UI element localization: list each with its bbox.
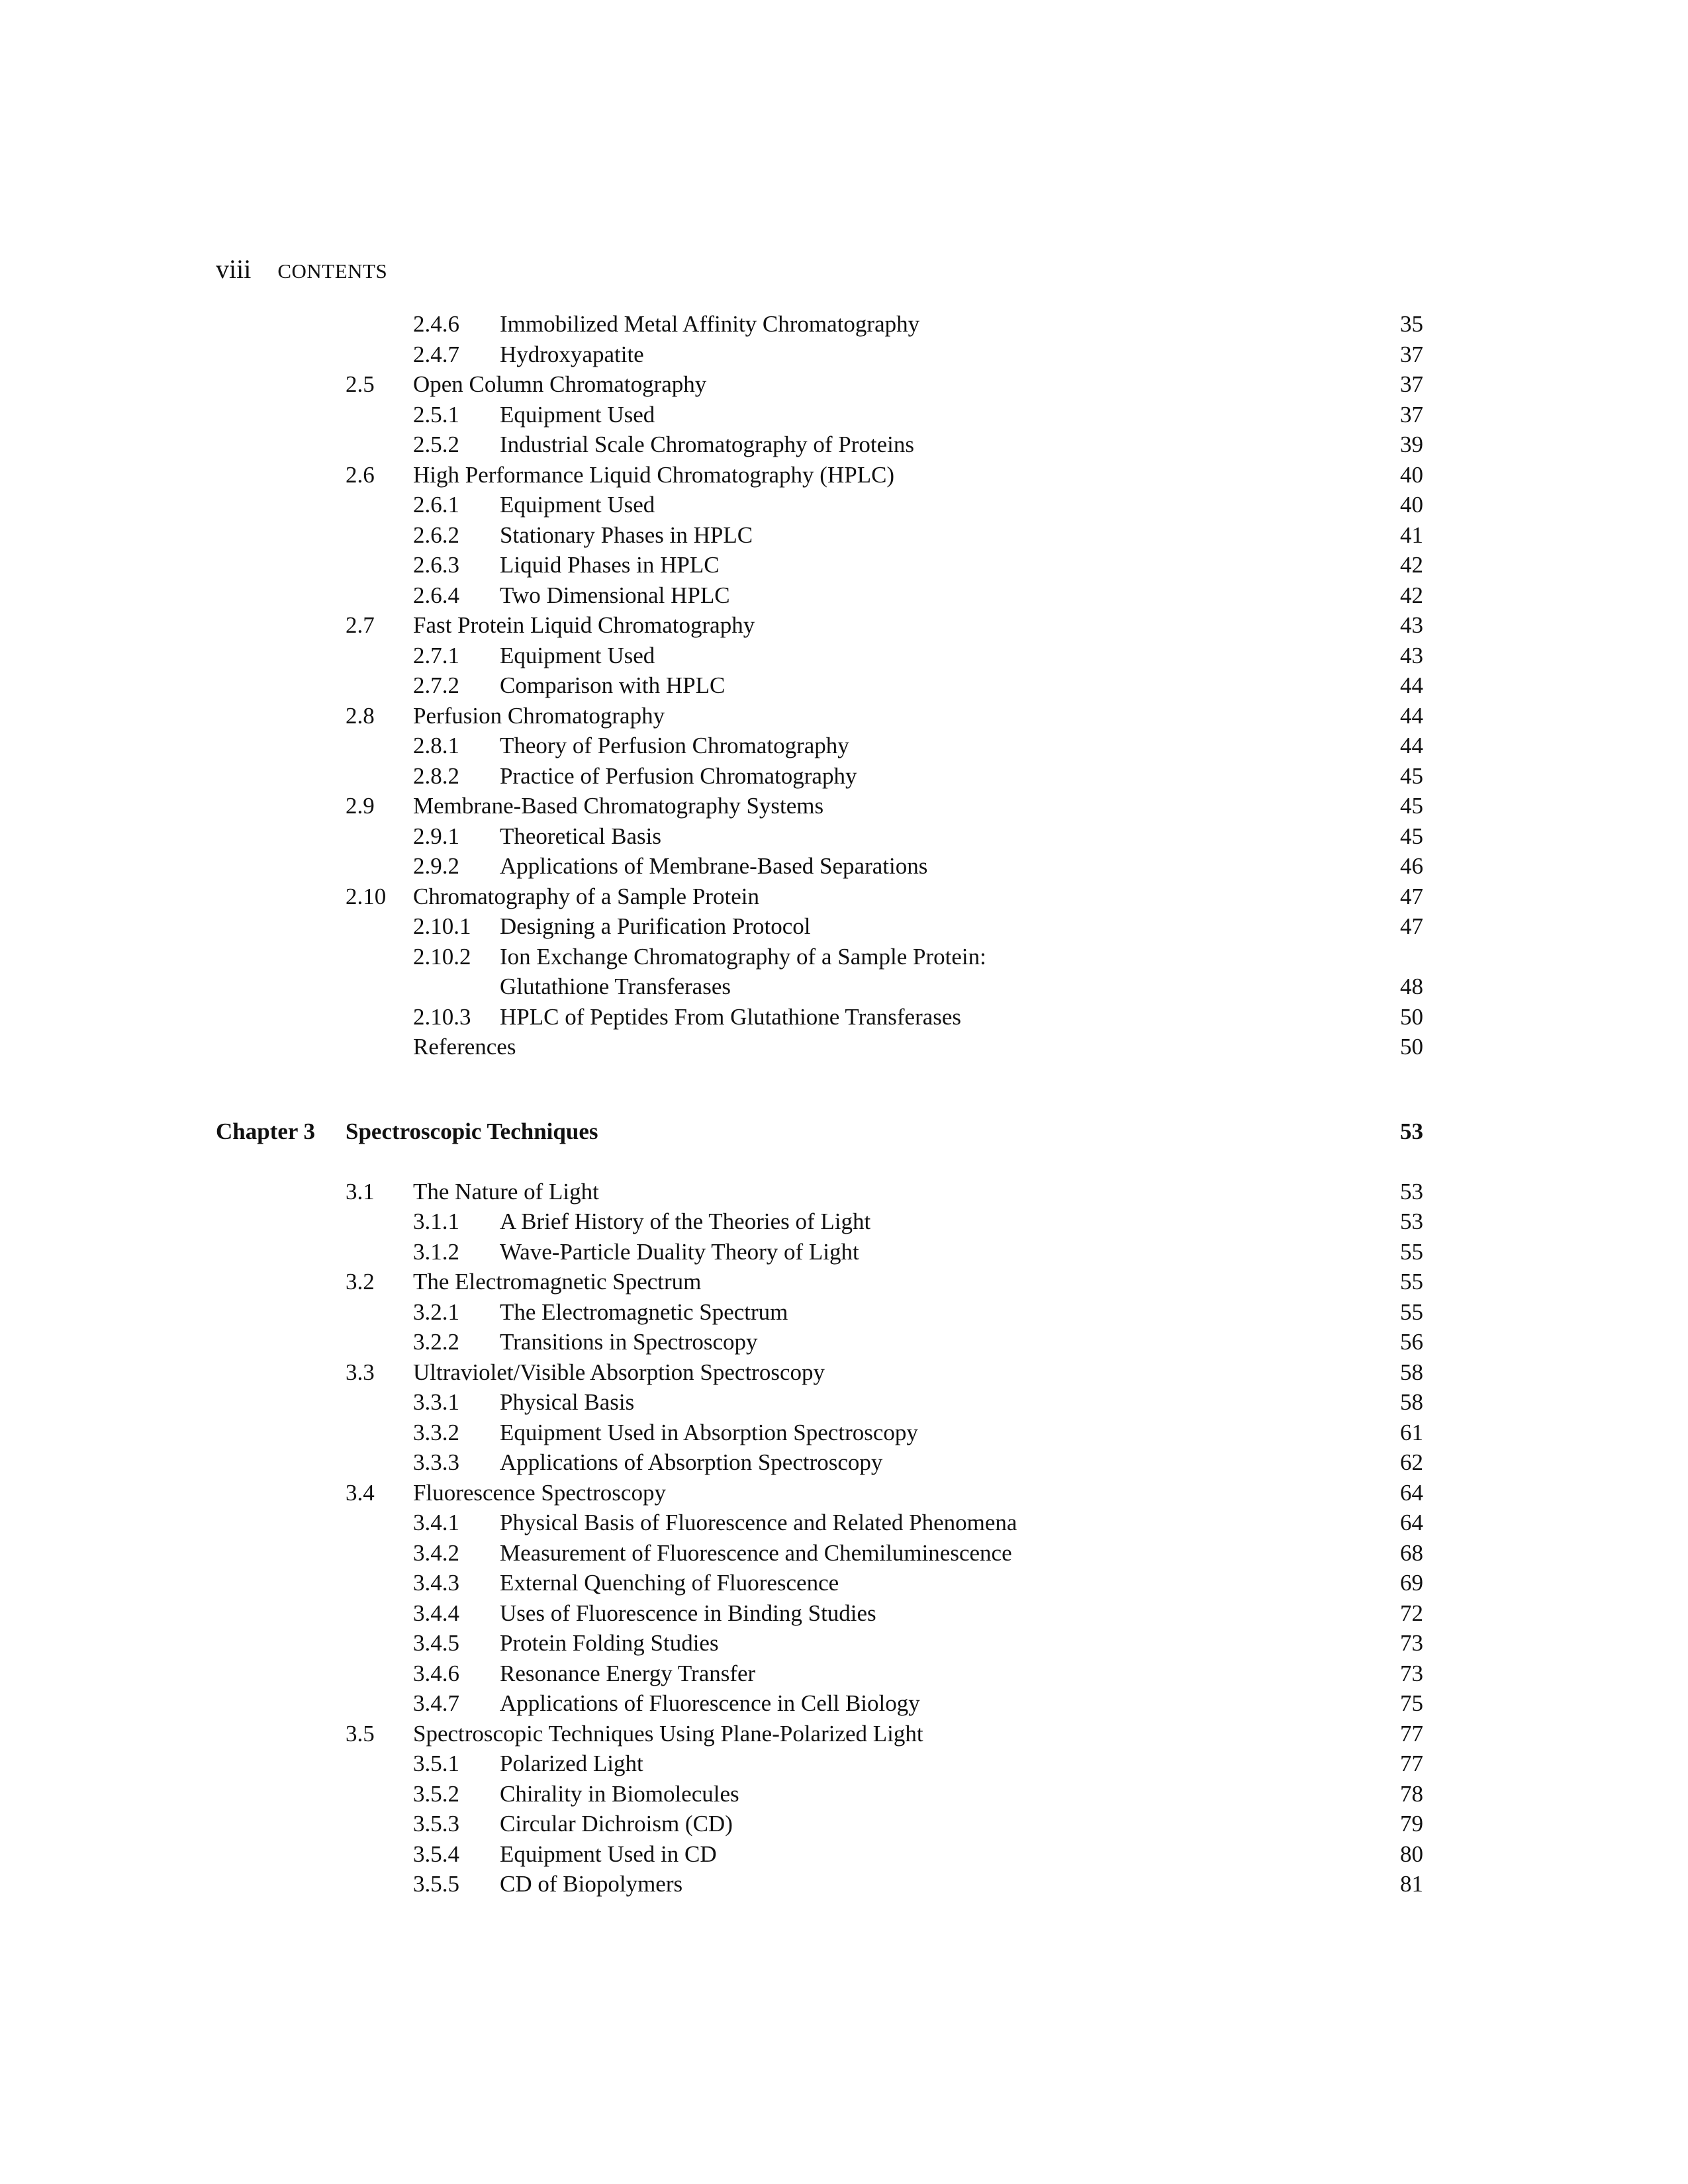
toc-entry-number: 2.10 bbox=[346, 883, 387, 909]
toc-entry[interactable] bbox=[0, 1779, 1688, 1809]
toc-entry-title: Comparison with HPLC bbox=[500, 672, 726, 698]
toc-entry-number: 2.5.2 bbox=[413, 432, 459, 457]
toc-entry[interactable] bbox=[0, 761, 1688, 792]
toc-entry-page-number: 53 bbox=[1400, 1208, 1423, 1234]
toc-entry[interactable] bbox=[0, 851, 1688, 882]
toc-entry[interactable] bbox=[0, 369, 1688, 400]
toc-entry-title: HPLC of Peptides From Glutathione Transferases bbox=[500, 1003, 962, 1030]
chapter-gap bbox=[0, 1146, 1688, 1177]
toc-entry[interactable] bbox=[0, 791, 1688, 821]
toc-entry[interactable] bbox=[0, 670, 1688, 701]
toc-entry-number: 3.1 bbox=[346, 1178, 375, 1205]
toc-entry[interactable] bbox=[0, 1357, 1688, 1388]
toc-entry[interactable] bbox=[0, 1327, 1688, 1357]
toc-entry-title: Transitions in Spectroscopy bbox=[500, 1329, 758, 1355]
toc-entry-number: 2.9.1 bbox=[413, 823, 459, 849]
toc-chapter-entry[interactable] bbox=[0, 1116, 1688, 1147]
toc-entry-page-number: 80 bbox=[1400, 1841, 1423, 1867]
toc-entry-number: 2.9 bbox=[346, 793, 375, 819]
running-title: CONTENTS bbox=[277, 259, 388, 283]
toc-entry[interactable] bbox=[0, 610, 1688, 641]
toc-entry[interactable] bbox=[0, 550, 1688, 580]
toc-entry-page-number: 64 bbox=[1400, 1510, 1423, 1535]
toc-entry[interactable] bbox=[0, 1839, 1688, 1870]
toc-entry-title: Applications of Absorption Spectroscopy bbox=[500, 1449, 883, 1475]
toc-entry-page-number: 43 bbox=[1400, 642, 1423, 668]
toc-entry-title: Uses of Fluorescence in Binding Studies bbox=[500, 1600, 876, 1626]
toc-entry-title: Industrial Scale Chromatography of Proteins bbox=[500, 432, 914, 457]
toc-entry-page-number: 44 bbox=[1400, 672, 1423, 698]
toc-entry-title: Ion Exchange Chromatography of a Sample Protein: bbox=[500, 943, 986, 970]
toc-entry-title: Practice of Perfusion Chromatography bbox=[500, 762, 857, 789]
toc-entry-number: 3.2.2 bbox=[413, 1329, 459, 1355]
toc-entry-page-number: 77 bbox=[1400, 1751, 1423, 1776]
toc-entry-number: 2.10.2 bbox=[413, 943, 471, 970]
toc-entry-page-number: 35 bbox=[1400, 311, 1423, 337]
chapter-label: Chapter 3 bbox=[216, 1118, 316, 1144]
toc-entry-title: Applications of Fluorescence in Cell Biology bbox=[500, 1690, 920, 1716]
toc-entry-page-number: 64 bbox=[1400, 1479, 1423, 1506]
toc-entry-number: 2.8.2 bbox=[413, 762, 459, 789]
toc-entry-title: Spectroscopic Techniques Using Plane-Polarized Light bbox=[413, 1720, 923, 1747]
toc-entry-page-number: 47 bbox=[1400, 913, 1423, 939]
toc-entry[interactable] bbox=[0, 1688, 1688, 1719]
toc-entry-page-number: 55 bbox=[1400, 1298, 1423, 1325]
toc-entry-number: 3.3.3 bbox=[413, 1449, 459, 1475]
toc-entry-title: External Quenching of Fluorescence bbox=[500, 1570, 839, 1596]
toc-entry[interactable] bbox=[0, 821, 1688, 852]
toc-entry-title: References bbox=[413, 1034, 516, 1060]
toc-entry-number: 2.6 bbox=[346, 461, 375, 488]
toc-entry-title: Physical Basis of Fluorescence and Related Phenomena bbox=[500, 1510, 1017, 1535]
toc-entry-title: The Electromagnetic Spectrum bbox=[413, 1269, 702, 1295]
toc-entry-number: 3.3.1 bbox=[413, 1389, 459, 1415]
toc-entry[interactable] bbox=[0, 1659, 1688, 1689]
toc-entry-title: Equipment Used bbox=[500, 492, 655, 518]
toc-entry[interactable] bbox=[0, 1478, 1688, 1508]
toc-entry-title: Resonance Energy Transfer bbox=[500, 1660, 756, 1686]
toc-entry-title: Designing a Purification Protocol bbox=[500, 913, 811, 939]
toc-entry[interactable] bbox=[0, 882, 1688, 912]
toc-entry-page-number: 73 bbox=[1400, 1660, 1423, 1686]
toc-entry-number: 2.7 bbox=[346, 612, 375, 638]
toc-entry-number: 2.6.2 bbox=[413, 522, 459, 548]
toc-entry[interactable] bbox=[0, 520, 1688, 551]
toc-entry-title: Stationary Phases in HPLC bbox=[500, 522, 753, 548]
toc-entry-title: Hydroxyapatite bbox=[500, 341, 644, 367]
toc-entry-number: 3.5.3 bbox=[413, 1811, 459, 1837]
toc-entry-page-number: 53 bbox=[1400, 1178, 1423, 1205]
toc-entry-page-number: 37 bbox=[1400, 401, 1423, 428]
toc-entry-page-number: 58 bbox=[1400, 1389, 1423, 1415]
toc-entry[interactable] bbox=[0, 1447, 1688, 1478]
page-header bbox=[216, 253, 387, 288]
toc-entry-number: 2.7.2 bbox=[413, 672, 459, 698]
toc-entry[interactable] bbox=[0, 1508, 1688, 1538]
toc-entry[interactable] bbox=[0, 430, 1688, 460]
toc-entry-number: 2.5 bbox=[346, 371, 375, 397]
toc-entry-title: Glutathione Transferases bbox=[500, 974, 731, 999]
toc-entry-page-number: 58 bbox=[1400, 1359, 1423, 1385]
toc-entry[interactable] bbox=[0, 1032, 1688, 1062]
toc-entry-title: Polarized Light bbox=[500, 1751, 643, 1776]
toc-entry-number: 2.10.3 bbox=[413, 1003, 471, 1030]
toc-entry-page-number: 40 bbox=[1400, 461, 1423, 488]
toc-entry-number: 2.4.6 bbox=[413, 311, 459, 337]
toc-entry[interactable] bbox=[0, 1809, 1688, 1839]
toc-entry-title: Two Dimensional HPLC bbox=[500, 582, 730, 608]
toc-entry-page-number: 48 bbox=[1400, 974, 1423, 999]
toc-entry-title: Equipment Used in CD bbox=[500, 1841, 717, 1867]
toc-entry[interactable] bbox=[0, 580, 1688, 611]
toc-entry-title: Membrane-Based Chromatography Systems bbox=[413, 793, 824, 819]
toc-entry-page-number: 50 bbox=[1400, 1003, 1423, 1030]
toc-entry-number: 3.5.5 bbox=[413, 1871, 459, 1897]
toc-entry-title: Chromatography of a Sample Protein bbox=[413, 883, 759, 909]
toc-entry-title: Wave-Particle Duality Theory of Light bbox=[500, 1238, 859, 1265]
toc-entry-page-number: 81 bbox=[1400, 1871, 1423, 1897]
toc-entry-title: Ultraviolet/Visible Absorption Spectroscopy bbox=[413, 1359, 825, 1385]
toc-entry-title: Fast Protein Liquid Chromatography bbox=[413, 612, 755, 638]
toc-entry-page-number: 73 bbox=[1400, 1630, 1423, 1656]
toc-entry-title: The Electromagnetic Spectrum bbox=[500, 1298, 788, 1325]
toc-entry-title: Equipment Used in Absorption Spectroscopy bbox=[500, 1419, 918, 1445]
toc-entry-page-number: 77 bbox=[1400, 1720, 1423, 1747]
toc-entry-page-number: 61 bbox=[1400, 1419, 1423, 1445]
toc-entry-number: 3.5.1 bbox=[413, 1751, 459, 1776]
toc-entry[interactable] bbox=[0, 1267, 1688, 1297]
toc-entry-title: Protein Folding Studies bbox=[500, 1630, 719, 1656]
toc-entry-number: 3.1.1 bbox=[413, 1208, 459, 1234]
toc-entry-title: The Nature of Light bbox=[413, 1178, 599, 1205]
toc-entry-number: 3.2 bbox=[346, 1269, 375, 1295]
chapter-title: Spectroscopic Techniques bbox=[346, 1118, 598, 1144]
toc-entry[interactable] bbox=[0, 340, 1688, 370]
toc-entry[interactable] bbox=[0, 1387, 1688, 1418]
toc-entry-number: 2.5.1 bbox=[413, 401, 459, 428]
toc-entry[interactable] bbox=[0, 1237, 1688, 1267]
toc-entry[interactable] bbox=[0, 1418, 1688, 1448]
toc-entry[interactable] bbox=[0, 1002, 1688, 1032]
toc-entry[interactable] bbox=[0, 460, 1688, 490]
toc-entry[interactable] bbox=[0, 1869, 1688, 1899]
toc-entry-number: 3.4.7 bbox=[413, 1690, 459, 1716]
toc-entry-title: Perfusion Chromatography bbox=[413, 702, 665, 729]
toc-entry-page-number: 45 bbox=[1400, 823, 1423, 849]
toc-entry[interactable] bbox=[0, 701, 1688, 731]
toc-entry[interactable] bbox=[0, 400, 1688, 430]
toc-entry-title: Equipment Used bbox=[500, 642, 655, 668]
toc-entry-number: 3.4.5 bbox=[413, 1630, 459, 1656]
toc-entry-number: 3.3 bbox=[346, 1359, 375, 1385]
toc-entry[interactable] bbox=[0, 1628, 1688, 1659]
toc-entry-page-number: 37 bbox=[1400, 341, 1423, 367]
toc-entry-number: 3.4.4 bbox=[413, 1600, 459, 1626]
toc-entry-title: Equipment Used bbox=[500, 401, 655, 428]
toc-entry-title: Theory of Perfusion Chromatography bbox=[500, 733, 849, 758]
toc-entry-page-number: 39 bbox=[1400, 432, 1423, 457]
toc-entry[interactable] bbox=[0, 1538, 1688, 1569]
toc-entry-number: 2.8 bbox=[346, 702, 375, 729]
toc-entry-title: Physical Basis bbox=[500, 1389, 635, 1415]
toc-entry-page-number: 46 bbox=[1400, 853, 1423, 879]
toc-entry-page-number: 37 bbox=[1400, 371, 1423, 397]
toc-entry-title: Applications of Membrane-Based Separations bbox=[500, 853, 928, 879]
toc-entry-page-number: 43 bbox=[1400, 612, 1423, 638]
toc-entry[interactable] bbox=[0, 1749, 1688, 1779]
toc-entry-title: High Performance Liquid Chromatography (HPLC) bbox=[413, 461, 895, 488]
toc-entry-number: 2.10.1 bbox=[413, 913, 471, 939]
toc-entry-page-number: 79 bbox=[1400, 1811, 1423, 1837]
toc-entry-page-number: 47 bbox=[1400, 883, 1423, 909]
toc-entry-number: 3.5.2 bbox=[413, 1780, 459, 1807]
toc-entry-page-number: 41 bbox=[1400, 522, 1423, 548]
toc-entry[interactable] bbox=[0, 911, 1688, 942]
toc-entry-title: A Brief History of the Theories of Light bbox=[500, 1208, 871, 1234]
toc-entry[interactable] bbox=[0, 1719, 1688, 1749]
toc-entry-number: 3.2.1 bbox=[413, 1298, 459, 1325]
toc-entry[interactable] bbox=[0, 1177, 1688, 1207]
toc-entry-page-number: 68 bbox=[1400, 1539, 1423, 1566]
toc-entry-page-number: 78 bbox=[1400, 1780, 1423, 1807]
toc-entry-title: Open Column Chromatography bbox=[413, 371, 707, 397]
toc-block-chapter-2 bbox=[0, 309, 1688, 1062]
toc-entry-number: 2.6.3 bbox=[413, 552, 459, 578]
toc-entry-title: Measurement of Fluorescence and Chemiluminescence bbox=[500, 1539, 1012, 1566]
toc-entry-number: 2.7.1 bbox=[413, 642, 459, 668]
chapter-page-number: 53 bbox=[1400, 1118, 1423, 1144]
toc-entry-page-number: 44 bbox=[1400, 702, 1423, 729]
toc-entry-number: 3.3.2 bbox=[413, 1419, 459, 1445]
toc-entry-number: 2.9.2 bbox=[413, 853, 459, 879]
toc-entry-page-number: 42 bbox=[1400, 552, 1423, 578]
toc-entry-title: Immobilized Metal Affinity Chromatography bbox=[500, 311, 920, 337]
toc-entry[interactable] bbox=[0, 1206, 1688, 1237]
toc-entry-title: Theoretical Basis bbox=[500, 823, 661, 849]
table-of-contents bbox=[0, 309, 1688, 1899]
toc-entry[interactable] bbox=[0, 1297, 1688, 1328]
toc-entry-title: Fluorescence Spectroscopy bbox=[413, 1479, 666, 1506]
toc-entry-number: 3.4.3 bbox=[413, 1570, 459, 1596]
toc-entry-page-number: 75 bbox=[1400, 1690, 1423, 1716]
toc-entry[interactable] bbox=[0, 1568, 1688, 1598]
toc-entry[interactable] bbox=[0, 731, 1688, 761]
toc-entry-number: 3.4.6 bbox=[413, 1660, 459, 1686]
toc-entry-page-number: 72 bbox=[1400, 1600, 1423, 1626]
toc-entry[interactable] bbox=[0, 1598, 1688, 1629]
toc-entry-page-number: 62 bbox=[1400, 1449, 1423, 1475]
toc-entry-title: Liquid Phases in HPLC bbox=[500, 552, 720, 578]
toc-entry-page-number: 69 bbox=[1400, 1570, 1423, 1596]
toc-entry-number: 3.4.2 bbox=[413, 1539, 459, 1566]
toc-entry-page-number: 50 bbox=[1400, 1034, 1423, 1060]
toc-entry[interactable] bbox=[0, 309, 1688, 340]
toc-entry[interactable] bbox=[0, 490, 1688, 520]
toc-entry-page-number: 44 bbox=[1400, 733, 1423, 758]
chapter-spacer bbox=[0, 1062, 1688, 1116]
toc-entry-title: Chirality in Biomolecules bbox=[500, 1780, 739, 1807]
toc-entry-page-number: 56 bbox=[1400, 1329, 1423, 1355]
toc-entry-title: Circular Dichroism (CD) bbox=[500, 1811, 733, 1837]
toc-entry[interactable] bbox=[0, 972, 1688, 1002]
toc-entry-number: 3.1.2 bbox=[413, 1238, 459, 1265]
toc-entry-number: 2.6.4 bbox=[413, 582, 459, 608]
toc-entry-number: 3.5.4 bbox=[413, 1841, 459, 1867]
toc-block-chapter-3 bbox=[0, 1177, 1688, 1899]
toc-entry-page-number: 45 bbox=[1400, 762, 1423, 789]
toc-entry-number: 3.4.1 bbox=[413, 1510, 459, 1535]
toc-entry-page-number: 40 bbox=[1400, 492, 1423, 518]
toc-entry-page-number: 42 bbox=[1400, 582, 1423, 608]
toc-entry-page-number: 45 bbox=[1400, 793, 1423, 819]
toc-entry-number: 3.5 bbox=[346, 1720, 375, 1747]
toc-entry-number: 2.4.7 bbox=[413, 341, 459, 367]
toc-entry-number: 2.6.1 bbox=[413, 492, 459, 518]
toc-entry-page-number: 55 bbox=[1400, 1269, 1423, 1295]
toc-entry-number: 2.8.1 bbox=[413, 733, 459, 758]
toc-entry-title: CD of Biopolymers bbox=[500, 1871, 683, 1897]
toc-entry-page-number: 55 bbox=[1400, 1238, 1423, 1265]
toc-entry[interactable] bbox=[0, 641, 1688, 671]
page-folio: viii bbox=[216, 254, 252, 284]
toc-entry[interactable] bbox=[0, 942, 1688, 972]
toc-entry-number: 3.4 bbox=[346, 1479, 375, 1506]
